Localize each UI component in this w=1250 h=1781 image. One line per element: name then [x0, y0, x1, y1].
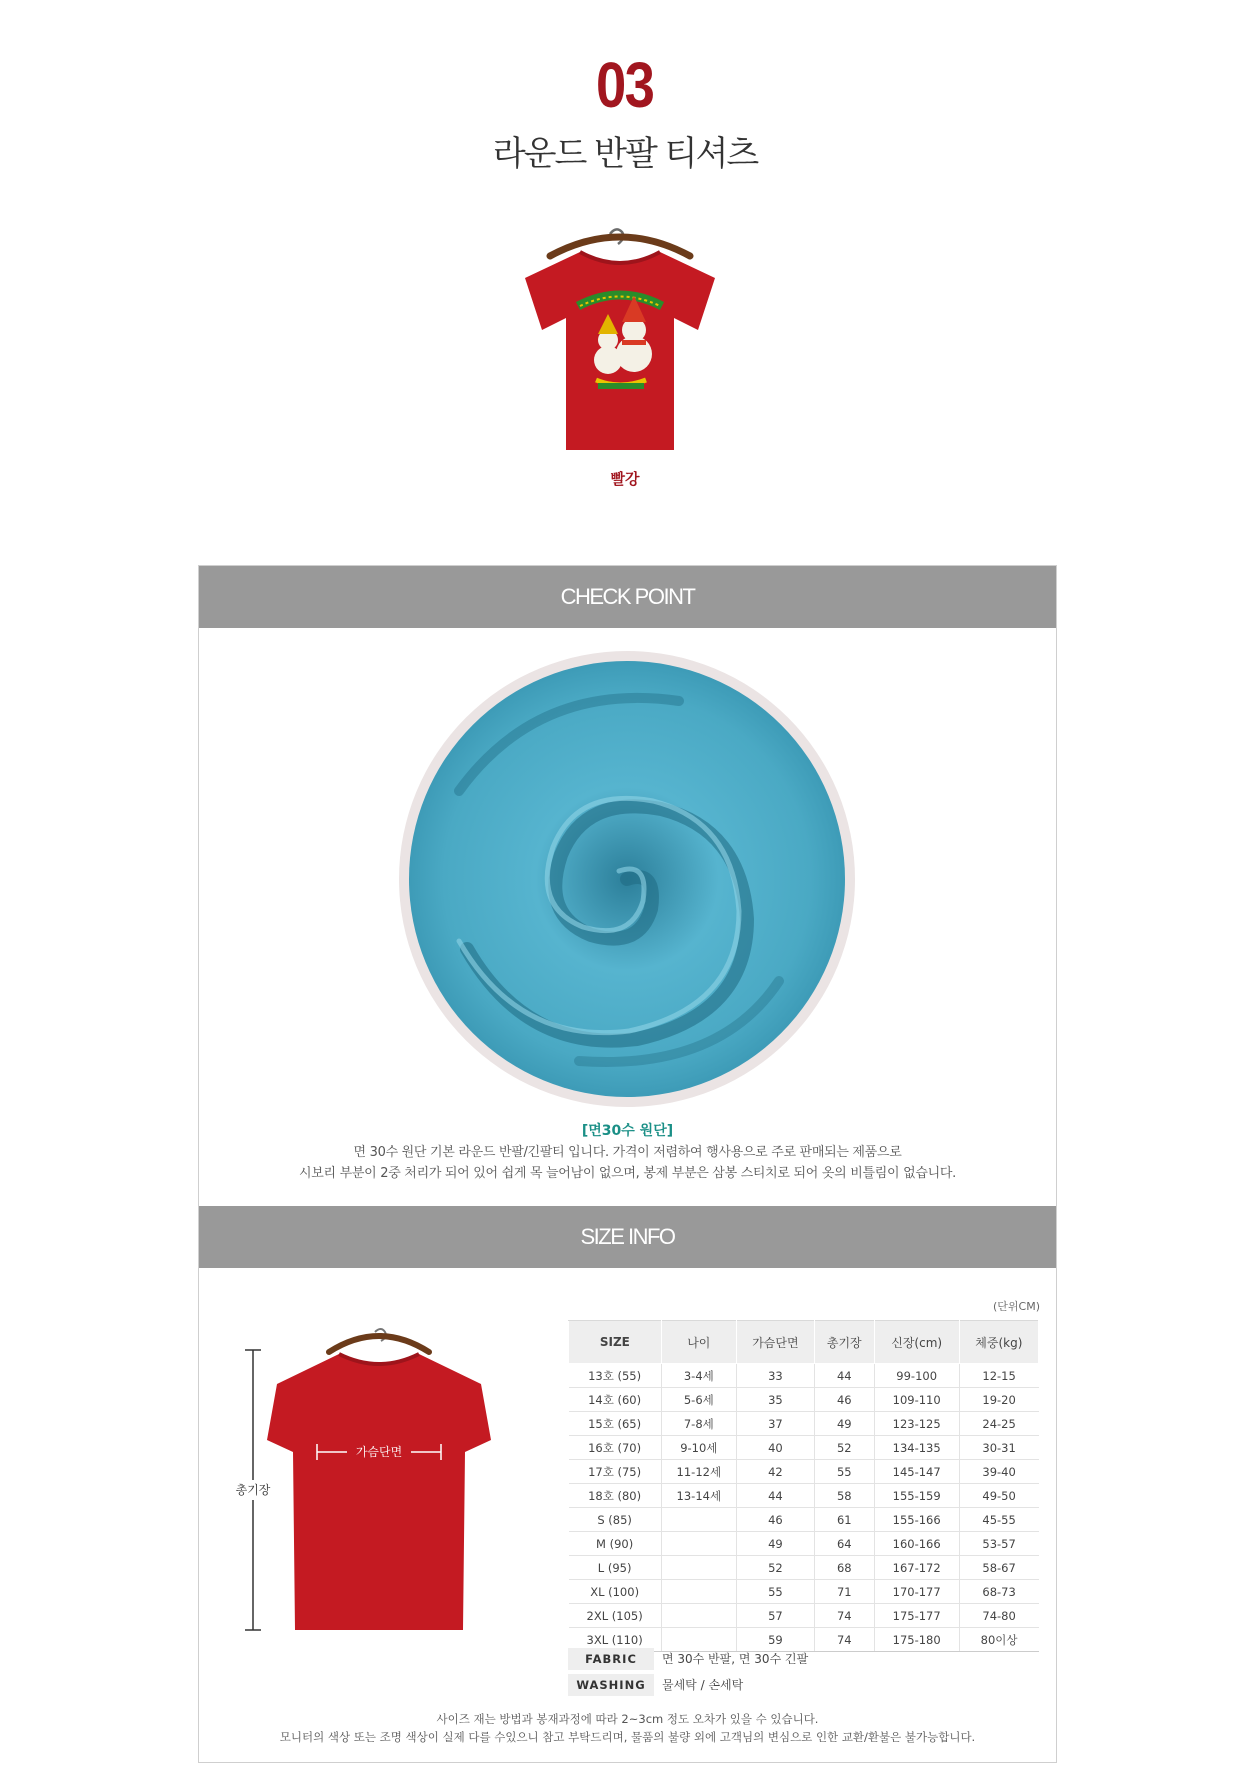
size-table-cell: 12-15 [959, 1364, 1038, 1388]
size-table-cell: 3XL (110) [569, 1628, 662, 1652]
size-table-cell: 80이상 [959, 1628, 1038, 1652]
size-table [568, 1320, 1039, 1652]
size-table-cell: 52 [814, 1436, 874, 1460]
color-refund-note: 모니터의 색상 또는 조명 색상이 실제 다를 수있으니 참고 부탁드리며, 물품의 불량 외에 고객님의 변심으로 인한 교환/환불은 불가능합니다. [279, 1730, 976, 1744]
size-table-cell: 52 [736, 1556, 814, 1580]
size-table-cell: 99-100 [874, 1364, 959, 1388]
size-table-cell: XL (100) [569, 1580, 662, 1604]
size-table-cell: 39-40 [959, 1460, 1038, 1484]
size-table-cell: S (85) [569, 1508, 662, 1532]
size-table-cell [661, 1580, 736, 1604]
size-table-cell: 55 [736, 1580, 814, 1604]
size-table-column-header: 신장(cm) [874, 1321, 959, 1364]
length-label: 총기장 [235, 1483, 271, 1497]
size-table-column-header: 총기장 [814, 1321, 874, 1364]
product-title: 라운드 반팔 티셔츠 [492, 134, 758, 174]
size-table-row [569, 1580, 1039, 1604]
size-table-cell: 61 [814, 1508, 874, 1532]
size-table-cell: 155-166 [874, 1508, 959, 1532]
size-table-row [569, 1364, 1039, 1388]
size-table-cell: 46 [814, 1388, 874, 1412]
size-table-cell: 170-177 [874, 1580, 959, 1604]
size-table-cell: 16호 (70) [569, 1436, 662, 1460]
size-table-header [569, 1321, 1039, 1364]
product-hero-image [510, 222, 730, 462]
size-diagram [229, 1328, 529, 1638]
size-table-cell: L (95) [569, 1556, 662, 1580]
product-header [0, 50, 1250, 176]
size-table-cell: 55 [814, 1460, 874, 1484]
size-table-cell: 11-12세 [661, 1460, 736, 1484]
size-table-cell: 44 [814, 1364, 874, 1388]
size-table-cell: 45-55 [959, 1508, 1038, 1532]
check-point-heading: CHECK POINT [199, 566, 1056, 628]
size-table-cell: 44 [736, 1484, 814, 1508]
size-table-cell: 19-20 [959, 1388, 1038, 1412]
size-table-cell: 15호 (65) [569, 1412, 662, 1436]
size-table-cell: 160-166 [874, 1532, 959, 1556]
size-table-cell: 53-57 [959, 1532, 1038, 1556]
chest-label: 가슴단면 [355, 1445, 403, 1459]
description-line-2: 시보리 부분이 2중 처리가 되어 있어 쉽게 목 늘어남이 없으며, 봉제 부분은 삼봉 스티치로 되어 옷의 비틀림이 없습니다. [299, 1166, 956, 1181]
size-table-cell: 58 [814, 1484, 874, 1508]
size-table-cell: 145-147 [874, 1460, 959, 1484]
size-table-column-header: 체중(kg) [959, 1321, 1038, 1364]
fabric-spec-value: 면 30수 반팔, 면 30수 긴팔 [662, 1652, 809, 1666]
size-table-cell [661, 1604, 736, 1628]
size-table-cell: 59 [736, 1628, 814, 1652]
fabric-spec [568, 1648, 1048, 1670]
size-table-cell: 17호 (75) [569, 1460, 662, 1484]
size-table-cell: 35 [736, 1388, 814, 1412]
size-table-cell: 74 [814, 1628, 874, 1652]
size-table-cell: 64 [814, 1532, 874, 1556]
size-table-cell: 123-125 [874, 1412, 959, 1436]
size-table-cell: 175-180 [874, 1628, 959, 1652]
unit-label: (단위CM) [992, 1300, 1040, 1313]
size-table-row [569, 1436, 1039, 1460]
size-table-cell: 24-25 [959, 1412, 1038, 1436]
size-table-cell: 109-110 [874, 1388, 959, 1412]
size-table-row [569, 1508, 1039, 1532]
measurement-note: 사이즈 재는 방법과 봉재과정에 따라 2~3cm 정도 오차가 있을 수 있습니다. [436, 1712, 819, 1726]
size-table-cell: 42 [736, 1460, 814, 1484]
size-table-cell: 155-159 [874, 1484, 959, 1508]
fabric-spec-label: FABRIC [568, 1648, 654, 1670]
size-table-cell: 68 [814, 1556, 874, 1580]
size-table-cell: 175-177 [874, 1604, 959, 1628]
size-table-cell: 7-8세 [661, 1412, 736, 1436]
size-table-cell: 18호 (80) [569, 1484, 662, 1508]
size-info-heading: SIZE INFO [199, 1206, 1056, 1268]
size-table-cell: 33 [736, 1364, 814, 1388]
fabric-closeup-image [399, 651, 855, 1107]
info-panel [198, 565, 1057, 1763]
size-table-cell: 30-31 [959, 1436, 1038, 1460]
size-table-body [569, 1364, 1039, 1652]
description-line-1: 면 30수 원단 기본 라운드 반팔/긴팔티 입니다. 가격이 저렴하여 행사용으로 주로 판매되는 제품으로 [353, 1145, 902, 1160]
size-table-cell: 40 [736, 1436, 814, 1460]
size-table-cell: 9-10세 [661, 1436, 736, 1460]
size-table-cell: 5-6세 [661, 1388, 736, 1412]
color-name-label: 빨강 [610, 470, 640, 488]
washing-spec-value: 물세탁 / 손세탁 [662, 1678, 744, 1692]
size-table-cell: 2XL (105) [569, 1604, 662, 1628]
size-table-cell: 167-172 [874, 1556, 959, 1580]
size-table-cell: 134-135 [874, 1436, 959, 1460]
size-table-cell: 68-73 [959, 1580, 1038, 1604]
size-table-row [569, 1604, 1039, 1628]
size-table-cell: 57 [736, 1604, 814, 1628]
size-table-cell: 3-4세 [661, 1364, 736, 1388]
size-table-row [569, 1532, 1039, 1556]
size-table-column-header: 나이 [661, 1321, 736, 1364]
product-number: 03 [596, 49, 654, 121]
fabric-subtitle: [면30수 원단] [581, 1123, 674, 1139]
washing-spec-label: WASHING [568, 1674, 654, 1696]
size-table-row [569, 1412, 1039, 1436]
size-table-cell [661, 1556, 736, 1580]
size-table-cell: 37 [736, 1412, 814, 1436]
size-table-cell: 49 [736, 1532, 814, 1556]
size-table-row [569, 1556, 1039, 1580]
size-table-cell: 13-14세 [661, 1484, 736, 1508]
size-table-cell: 58-67 [959, 1556, 1038, 1580]
size-table-cell: 71 [814, 1580, 874, 1604]
size-table-row [569, 1388, 1039, 1412]
size-table-cell: 74-80 [959, 1604, 1038, 1628]
size-table-cell: 49 [814, 1412, 874, 1436]
size-table-cell: 13호 (55) [569, 1364, 662, 1388]
size-table-cell: 49-50 [959, 1484, 1038, 1508]
size-table-cell: 74 [814, 1604, 874, 1628]
size-table-cell: 46 [736, 1508, 814, 1532]
size-table-cell: M (90) [569, 1532, 662, 1556]
size-table-cell [661, 1532, 736, 1556]
size-table-column-header: 가슴단면 [736, 1321, 814, 1364]
size-table-column-header: SIZE [569, 1321, 662, 1364]
size-table-cell: 14호 (60) [569, 1388, 662, 1412]
size-table-cell [661, 1508, 736, 1532]
size-table-row [569, 1484, 1039, 1508]
size-table-row [569, 1460, 1039, 1484]
washing-spec [568, 1674, 1048, 1696]
